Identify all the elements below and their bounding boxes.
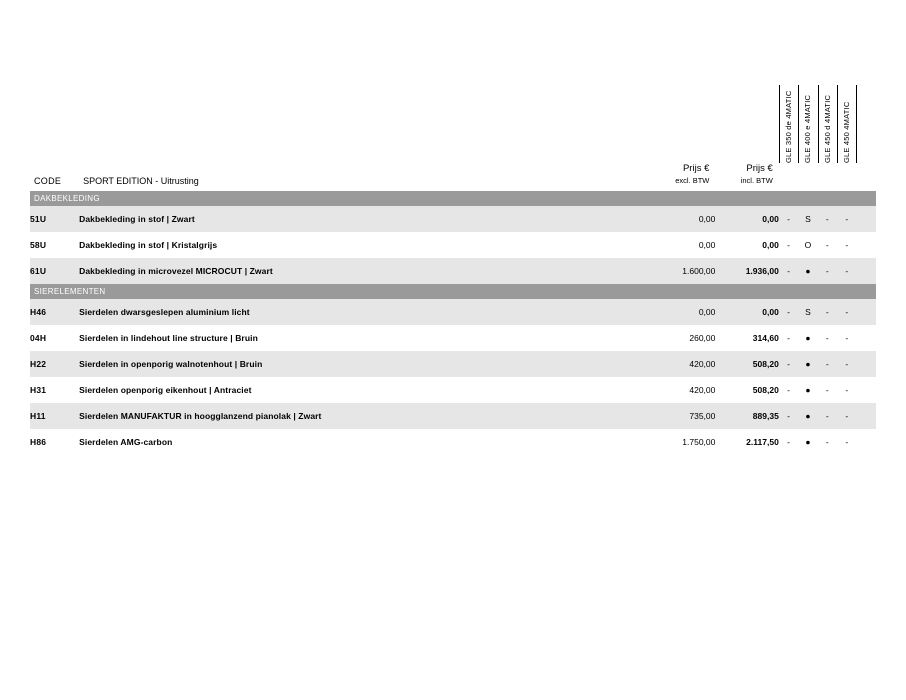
row-price-incl: 1.936,00 xyxy=(715,258,778,284)
row-mark-2: - xyxy=(825,239,829,250)
row-mark-2: - xyxy=(825,384,829,395)
row-tail xyxy=(856,377,876,403)
row-mark-0: - xyxy=(779,299,798,325)
row-description: Sierdelen MANUFAKTUR in hoogglanzend pianolak | Zwart xyxy=(79,403,652,429)
row-mark-2: - xyxy=(818,403,837,429)
variant-header-1 xyxy=(798,85,817,163)
row-code: H31 xyxy=(30,384,47,395)
variant-label: GLE 450 4MATIC xyxy=(842,101,852,163)
row-code: 58U xyxy=(30,239,47,250)
row-tail xyxy=(856,299,876,325)
section-spacer-1 xyxy=(798,284,817,299)
titles-spacer-0 xyxy=(779,163,798,191)
row-mark-3: - xyxy=(837,351,856,377)
table-row[interactable] xyxy=(30,299,876,325)
row-mark-0: - xyxy=(787,436,790,447)
row-mark-0: - xyxy=(787,332,790,343)
section-spacer-2 xyxy=(818,191,837,206)
row-description: Dakbekleding in microvezel MICROCUT | Zwart xyxy=(79,258,652,284)
table-row[interactable] xyxy=(30,377,876,403)
table-row[interactable] xyxy=(30,258,876,284)
row-price-incl: 508,20 xyxy=(715,351,778,377)
row-mark-1: S xyxy=(798,299,817,325)
row-price-incl: 508,20 xyxy=(752,384,779,395)
row-tail xyxy=(856,429,876,455)
description-column-title: SPORT EDITION - Uitrusting xyxy=(83,175,199,186)
row-mark-3: - xyxy=(837,403,856,429)
section-spacer-0 xyxy=(779,284,798,299)
section-spacer-3 xyxy=(837,191,856,206)
price-list-sheet xyxy=(30,85,876,455)
row-price-excl: 0,00 xyxy=(698,239,716,250)
row-code: 51U xyxy=(30,206,79,232)
row-price-excl: 1.750,00 xyxy=(682,436,716,447)
row-price-incl: 889,35 xyxy=(715,403,778,429)
row-description: Sierdelen in openporig walnotenhout | Bruin xyxy=(79,351,652,377)
row-price-incl: 0,00 xyxy=(715,206,778,232)
spacer-desc xyxy=(79,85,652,163)
section-spacer-4 xyxy=(856,284,876,299)
row-code: 04H xyxy=(30,332,47,343)
row-tail xyxy=(856,206,876,232)
row-tail xyxy=(856,325,876,351)
price-incl-title-line2: incl. BTW xyxy=(740,175,773,185)
price-excl-column-title xyxy=(652,163,715,191)
price-incl-column-title xyxy=(715,163,778,191)
section-header-row xyxy=(30,191,876,206)
row-mark-1: ● xyxy=(798,351,817,377)
section-spacer-2 xyxy=(818,284,837,299)
row-tail xyxy=(856,351,876,377)
row-code: H46 xyxy=(30,299,79,325)
row-description: Sierdelen openporig eikenhout | Antraciet xyxy=(79,384,252,395)
row-mark-3: - xyxy=(837,299,856,325)
section-spacer-3 xyxy=(837,284,856,299)
table-row[interactable] xyxy=(30,325,876,351)
code-column-title: CODE xyxy=(34,175,62,186)
row-code: H22 xyxy=(30,351,79,377)
section-spacer-4 xyxy=(856,191,876,206)
row-price-incl: 314,60 xyxy=(752,332,779,343)
row-description: Sierdelen in lindehout line structure | Bruin xyxy=(79,332,258,343)
variant-label: GLE 400 e 4MATIC xyxy=(803,94,813,163)
spacer-incl xyxy=(715,85,778,163)
row-mark-2: - xyxy=(818,206,837,232)
variant-header-2 xyxy=(818,85,837,163)
row-mark-0: - xyxy=(779,258,798,284)
row-mark-2: - xyxy=(825,332,829,343)
row-mark-1: S xyxy=(798,206,817,232)
row-description: Sierdelen dwarsgeslepen aluminium licht xyxy=(79,299,652,325)
row-price-incl: 2.117,50 xyxy=(746,436,779,447)
row-mark-0: - xyxy=(779,403,798,429)
row-mark-3: - xyxy=(845,436,849,447)
section-title: DAKBEKLEDING xyxy=(30,191,779,206)
row-price-incl: 0,00 xyxy=(715,299,778,325)
row-mark-1: ● xyxy=(805,384,811,395)
titles-spacer-2 xyxy=(818,163,837,191)
section-title: SIERELEMENTEN xyxy=(30,284,779,299)
row-mark-1: ● xyxy=(805,436,811,447)
row-mark-3: - xyxy=(837,258,856,284)
row-price-excl: 260,00 xyxy=(689,332,716,343)
table-row[interactable] xyxy=(30,206,876,232)
row-price-incl: 0,00 xyxy=(762,239,779,250)
spacer-code xyxy=(30,85,79,163)
table-row[interactable] xyxy=(30,403,876,429)
row-description: Dakbekleding in stof | Kristalgrijs xyxy=(79,239,218,250)
titles-spacer-3 xyxy=(837,163,856,191)
row-price-excl: 0,00 xyxy=(652,206,715,232)
section-spacer-0 xyxy=(779,191,798,206)
variant-header-row xyxy=(30,85,876,163)
titles-spacer-1 xyxy=(798,163,817,191)
row-mark-0: - xyxy=(787,384,790,395)
row-price-excl: 420,00 xyxy=(652,351,715,377)
row-code: 61U xyxy=(30,258,79,284)
section-header-row xyxy=(30,284,876,299)
price-incl-title-line1: Prijs € xyxy=(746,163,773,174)
table-row[interactable] xyxy=(30,351,876,377)
row-mark-2: - xyxy=(818,351,837,377)
row-mark-0: - xyxy=(787,239,790,250)
section-spacer-1 xyxy=(798,191,817,206)
row-mark-3: - xyxy=(837,206,856,232)
row-mark-3: - xyxy=(845,384,849,395)
row-mark-0: - xyxy=(779,206,798,232)
row-mark-0: - xyxy=(779,351,798,377)
row-description: Sierdelen AMG-carbon xyxy=(79,436,173,447)
row-mark-3: - xyxy=(845,239,849,250)
row-mark-1: ● xyxy=(798,258,817,284)
row-mark-1: ● xyxy=(798,403,817,429)
row-code: H11 xyxy=(30,403,79,429)
variant-header-0 xyxy=(779,85,798,163)
row-mark-2: - xyxy=(825,436,829,447)
row-price-excl: 735,00 xyxy=(652,403,715,429)
variant-header-end-rule xyxy=(856,85,876,163)
titles-spacer-4 xyxy=(856,163,876,191)
row-tail xyxy=(856,403,876,429)
row-price-excl: 420,00 xyxy=(689,384,716,395)
price-list-table xyxy=(30,85,876,455)
row-price-excl: 0,00 xyxy=(652,299,715,325)
row-mark-2: - xyxy=(818,258,837,284)
row-price-excl: 1.600,00 xyxy=(652,258,715,284)
table-row[interactable] xyxy=(30,429,876,455)
column-title-row xyxy=(30,163,876,191)
price-excl-title-line2: excl. BTW xyxy=(675,175,710,185)
variant-label: GLE 450 d 4MATIC xyxy=(822,94,832,163)
row-tail xyxy=(856,258,876,284)
row-mark-1: O xyxy=(804,239,812,250)
row-description: Dakbekleding in stof | Zwart xyxy=(79,206,652,232)
row-mark-1: ● xyxy=(805,332,811,343)
variant-label: GLE 350 de 4MATIC xyxy=(783,90,793,163)
table-row[interactable] xyxy=(30,232,876,258)
row-mark-3: - xyxy=(845,332,849,343)
price-excl-title-line1: Prijs € xyxy=(682,163,710,174)
variant-header-3 xyxy=(837,85,856,163)
spacer-excl xyxy=(652,85,715,163)
row-mark-2: - xyxy=(818,299,837,325)
row-tail xyxy=(856,232,876,258)
row-code: H86 xyxy=(30,436,47,447)
